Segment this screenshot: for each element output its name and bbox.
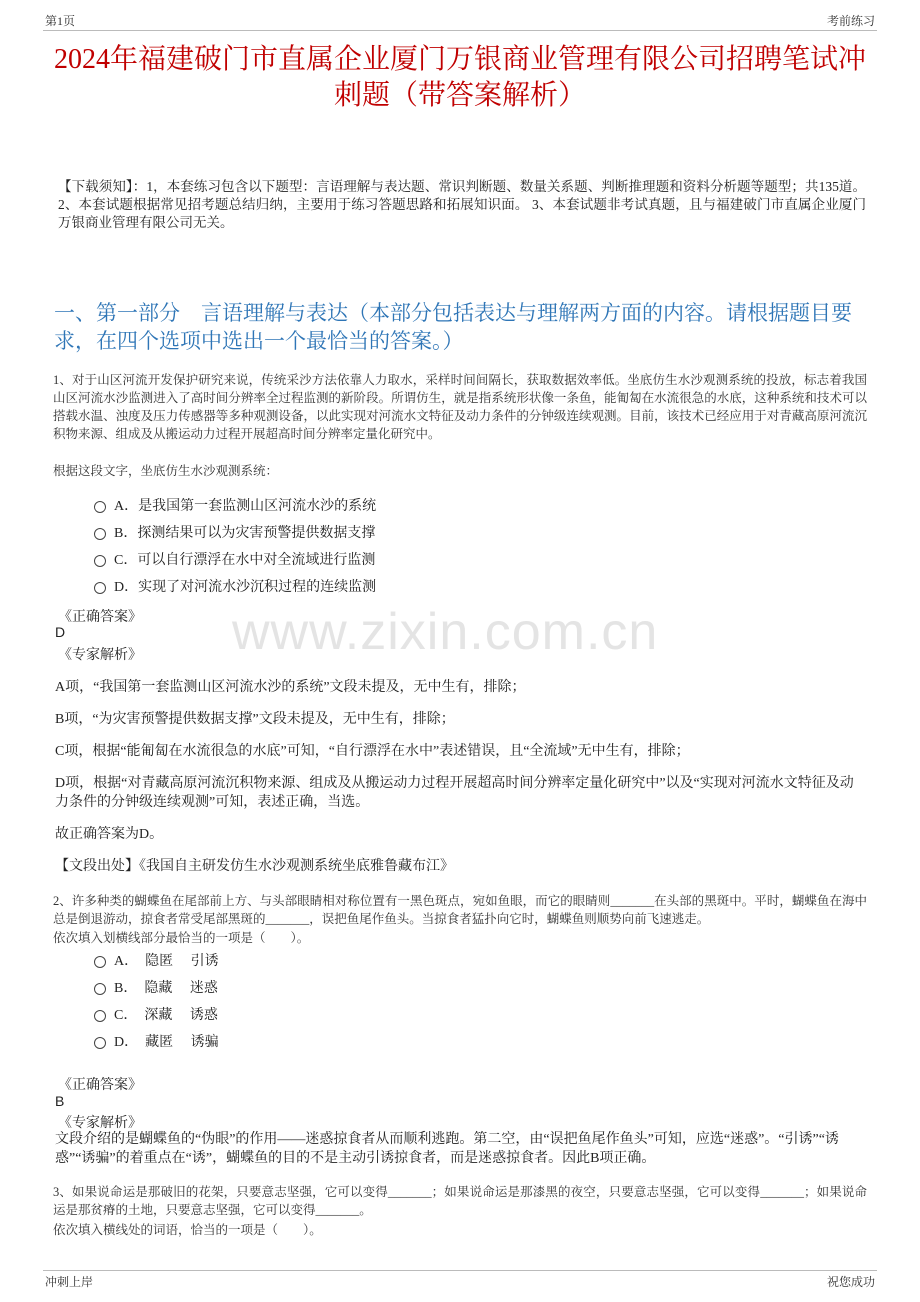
- q2-stem: 2、许多种类的蝴蝶鱼在尾部前上方、与头部眼睛相对称位置有一黑色斑点，宛如鱼眼，而它的眼睛则_______在头部的黑斑中。平时，蝴蝶鱼在海中总是倒退游动，掠食者常受尾部黑斑的_______，误把鱼尾作鱼头。当掠食者猛扑向它时，蝴蝶鱼则顺势向前飞速逃走。: [53, 894, 867, 926]
- option-label: D．实现了对河流水沙沉积过程的连续监测: [114, 580, 377, 595]
- q1-analysis-label: 《专家解析》: [58, 648, 142, 663]
- q2-answer: B: [55, 1093, 65, 1109]
- option-label: C．可以自行漂浮在水中对全流域进行监测: [114, 553, 376, 568]
- option-label: D． 藏匿 诱骗: [114, 1035, 219, 1050]
- option-label: A． 隐匿 引诱: [114, 954, 219, 969]
- q1-prompt: 根据这段文字，坐底仿生水沙观测系统：: [53, 464, 279, 478]
- header-note: 考前练习: [826, 14, 875, 28]
- q1-answer-label: 《正确答案》: [58, 610, 142, 625]
- page-footer: [43, 1270, 877, 1291]
- option-label: B．探测结果可以为灾害预警提供数据支撑: [114, 526, 376, 541]
- radio-button-icon[interactable]: [94, 983, 106, 995]
- section-heading: 一、第一部分 言语理解与表达（本部分包括表达与理解两方面的内容。请根据题目要求，在四个选项中选出一个最恰当的答案。）: [54, 301, 852, 353]
- radio-button-icon[interactable]: [94, 956, 106, 968]
- q1-analysis-a: A项，“我国第一套监测山区河流水沙的系统”文段未提及，无中生有，排除；: [55, 680, 526, 695]
- option-label: C． 深藏 诱惑: [114, 1008, 218, 1023]
- q3-stem: 3、如果说命运是那破旧的花架，只要意志坚强，它可以变得_______；如果说命运是那漆黑的夜空，只要意志坚强，它可以变得_______；如果说命运是那贫瘠的土地，只要意志坚强，它可以变得_______。: [53, 1185, 867, 1217]
- watermark: www.zixin.com.cn: [232, 603, 659, 661]
- page-header: [43, 12, 877, 31]
- radio-button-icon[interactable]: [94, 501, 106, 513]
- radio-button-icon[interactable]: [94, 528, 106, 540]
- q1-analysis-b: B项，“为灾害预警提供数据支撑”文段未提及，无中生有，排除；: [55, 712, 455, 727]
- radio-button-icon[interactable]: [94, 582, 106, 594]
- footer-right: 祝您成功: [826, 1275, 875, 1289]
- download-notice: 【下载须知】：1，本套练习包含以下题型：言语理解与表达题、常识判断题、数量关系题、判断推理题和资料分析题等题型；共135道。 2、本套试题根据常见招考题总结归纳，主要用于练习答题思路和拓展知识面。 3、本套试题非考试真题，且与福建破门市直属企业厦门万银商业管理有限公司无关。: [58, 179, 866, 230]
- q2-answer-label: 《正确答案》: [58, 1078, 142, 1093]
- q1-analysis-c: C项，根据“能匍匐在水流很急的水底”可知，“自行漂浮在水中”表述错误，且“全流域”无中生有，排除；: [55, 744, 690, 759]
- q2-prompt: 依次填入划横线部分最恰当的一项是（ ）。: [53, 931, 310, 945]
- footer-left: 冲刺上岸: [45, 1275, 94, 1289]
- q2-analysis-label: 《专家解析》: [58, 1116, 142, 1131]
- q2-analysis: 文段介绍的是蝴蝶鱼的“伪眼”的作用——迷惑掠食者从而顺利逃跑。第二空，由“误把鱼尾作鱼头”可知，应选“迷惑”。“引诱”“诱惑”“诱骗”的着重点在“诱”，蝴蝶鱼的目的不是主动引诱掠食者，而是迷惑掠食者。因此B项正确。: [55, 1132, 839, 1166]
- option-label: B． 隐藏 迷惑: [114, 981, 218, 996]
- q1-stem: 1、对于山区河流开发保护研究来说，传统采沙方法依靠人力取水，采样时间间隔长，获取数据效率低。坐底仿生水沙观测系统的投放，标志着我国山区河流水沙监测进入了高时间分辨率全过程监测的新阶段。所谓仿生，就是指系统形状像一条鱼，能匍匐在水流很急的水底，这种系统和技术可以搭载水温、浊度及压力传感器等多种观测设备，以此实现对河流水文特征及动力条件的分钟级连续观测。目前，该技术已经应用于对青藏高原河流沉积物来源、组成及从搬运动力过程开展超高时间分辨率定量化研究中。: [53, 373, 867, 441]
- page-number: 第1页: [45, 14, 76, 28]
- q1-answer: D: [55, 624, 66, 640]
- q3-prompt: 依次填入横线处的词语，恰当的一项是（ ）。: [53, 1223, 322, 1237]
- page-title: 2024年福建破门市直属企业厦门万银商业管理有限公司招聘笔试冲刺题（带答案解析）: [53, 44, 866, 111]
- radio-button-icon[interactable]: [94, 555, 106, 567]
- q1-source: 【文段出处】《我国自主研发仿生水沙观测系统坐底雅鲁藏布江》: [55, 859, 454, 874]
- q1-conclusion: 故正确答案为D。: [55, 827, 164, 842]
- q1-analysis-d: D项，根据“对青藏高原河流沉积物来源、组成及从搬运动力过程开展超高时间分辨率定量化研究中”以及“实现对河流水文特征及动力条件的分钟级连续观测”可知，表述正确，当选。: [55, 776, 854, 810]
- radio-button-icon[interactable]: [94, 1037, 106, 1049]
- option-label: A．是我国第一套监测山区河流水沙的系统: [114, 499, 377, 514]
- radio-button-icon[interactable]: [94, 1010, 106, 1022]
